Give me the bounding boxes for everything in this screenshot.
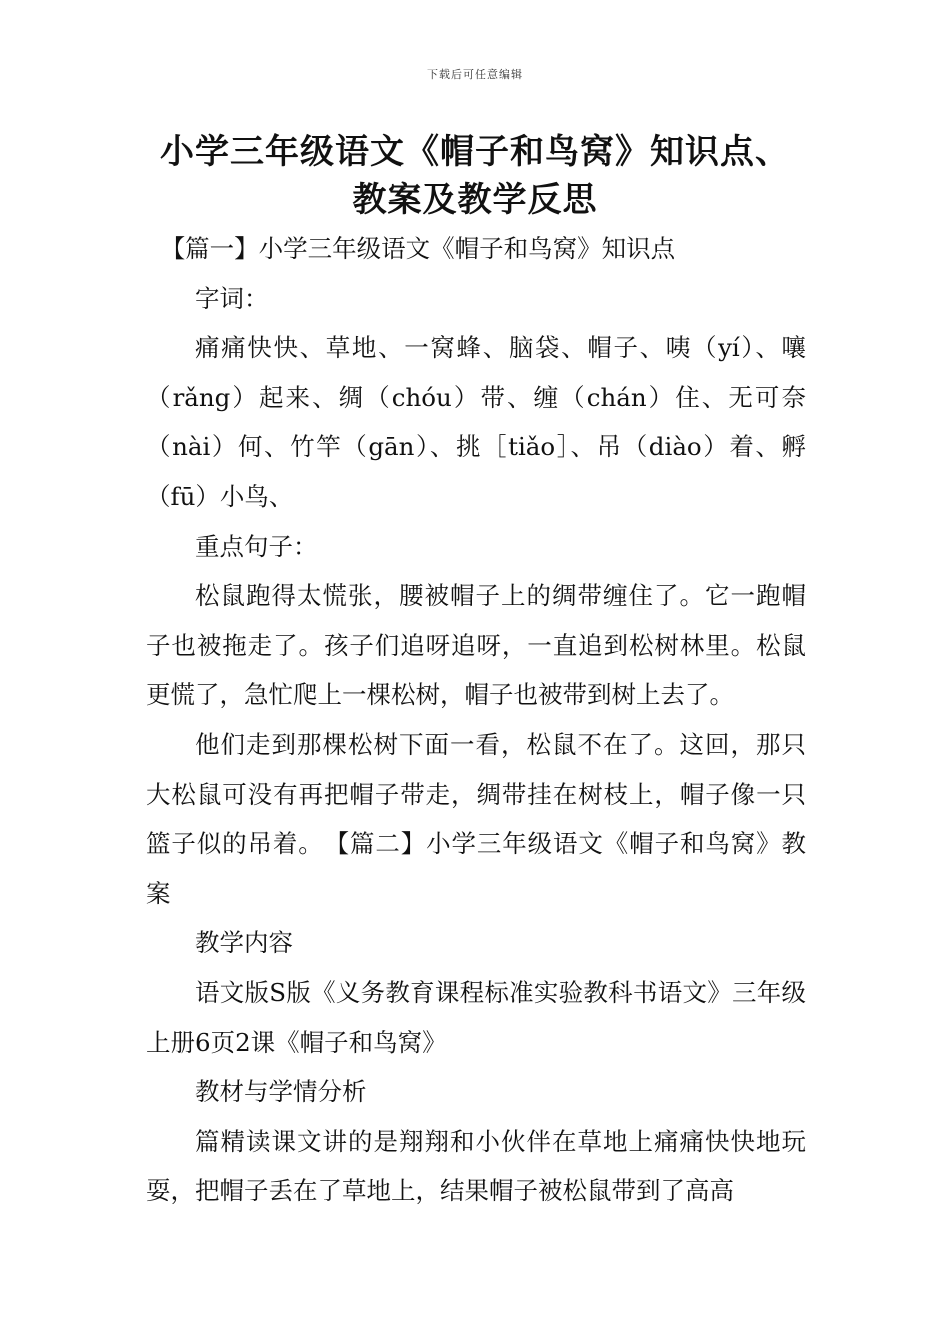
section-heading-1: 【篇一】小学三年级语文《帽子和鸟窝》知识点 bbox=[160, 234, 676, 263]
header-note: 下载后可任意编辑 bbox=[427, 68, 523, 81]
subheading-material-analysis: 教材与学情分析 bbox=[195, 1077, 367, 1107]
subheading-vocabulary: 字词： bbox=[195, 283, 269, 313]
document-body bbox=[146, 224, 806, 1216]
title-line-2: 教案及教学反思 bbox=[352, 180, 598, 220]
vocabulary-paragraph: 痛痛快快、草地、一窝蜂、脑袋、帽子、咦（yí）、嚷（rǎng）起来、绸（chóu）带、缠（chán）住、无可奈（nài）何、竹竿（gān）、挑［tiǎo］、吊（diào）着、孵（fū）小鸟、 bbox=[146, 333, 806, 511]
title-line-1: 小学三年级语文《帽子和鸟窝》知识点、 bbox=[160, 132, 790, 172]
material-analysis-paragraph: 篇精读课文讲的是翔翔和小伙伴在草地上痛痛快快地玩耍，把帽子丢在了草地上，结果帽子被松鼠带到了高高 bbox=[146, 1126, 806, 1206]
subheading-key-sentences: 重点句子： bbox=[195, 531, 318, 561]
teaching-content-paragraph: 语文版S版《义务教育课程标准实验教科书语文》三年级上册6页2课《帽子和鸟窝》 bbox=[146, 977, 806, 1057]
document-title bbox=[120, 128, 830, 224]
key-sentence-paragraph-1: 松鼠跑得太慌张，腰被帽子上的绸带缠住了。它一跑帽子也被拖走了。孩子们追呀追呀，一直追到松树林里。松鼠更慌了，急忙爬上一棵松树，帽子也被带到树上去了。 bbox=[146, 581, 806, 710]
key-sentence-paragraph-2: 他们走到那棵松树下面一看，松鼠不在了。这回，那只大松鼠可没有再把帽子带走，绸带挂在树枝上，帽子像一只篮子似的吊着。 【篇二】小学三年级语文《帽子和鸟窝》教案 bbox=[146, 729, 806, 908]
subheading-teaching-content: 教学内容 bbox=[195, 928, 293, 958]
